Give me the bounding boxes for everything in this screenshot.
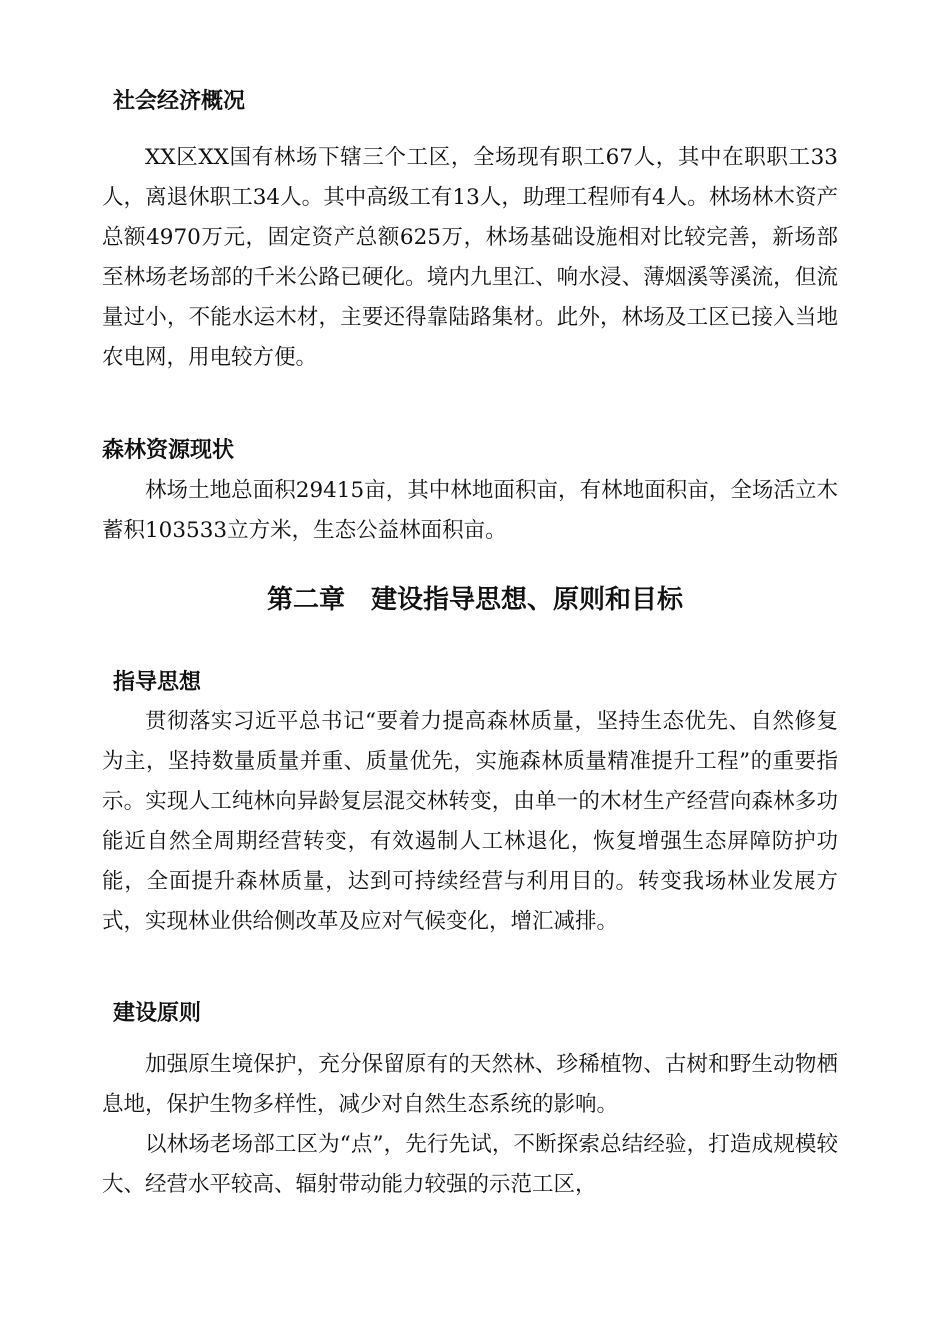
- paragraph-construction-principles-1: 加强原生境保护，充分保留原有的天然林、珍稀植物、古树和野生动物栖息地，保护生物多样性，减少对自然生态系统的影响。: [102, 1052, 838, 1117]
- paragraph-construction-principles-2: 以林场老场部工区为“点”，先行先试，不断探索总结经验，打造成规模较大、经营水平较高、辐射带动能力较强的示范工区，: [102, 1132, 838, 1197]
- heading-guiding-ideology: 指导思想: [113, 670, 202, 695]
- paragraph-forest-resources: 林场土地总面积29415亩，其中林地面积亩，有林地面积亩，全场活立木蓄积103533立方米，生态公益林面积亩。: [102, 478, 838, 543]
- heading-construction-principles: 建设原则: [113, 1001, 202, 1026]
- heading-forest-resources: 森林资源现状: [102, 438, 235, 463]
- chapter-title: 第二章 建设指导思想、原则和目标: [266, 585, 683, 615]
- paragraph-guiding-ideology: 贯彻落实习近平总书记“要着力提高森林质量，坚持生态优先、自然修复为主，坚持数量质量并重、质量优先，实施森林质量精准提升工程”的重要指示。实现人工纯林向异龄复层混交林转变，由单一的木材生产经营向森林多功能近自然全周期经营转变，有效遏制人工林退化，恢复增强生态屏障防护功能，全面提升森林质量，达到可持续经营与利用目的。转变我场林业发展方式，实现林业供给侧改革及应对气候变化，增汇减排。: [102, 709, 838, 934]
- heading-socio-economic: 社会经济概况: [113, 89, 246, 114]
- paragraph-socio-economic: XX区XX国有林场下辖三个工区，全场现有职工67人，其中在职职工33人，离退休职工34人。其中高级工有13人，助理工程师有4人。林场林木资产总额4970万元，固定资产总额625万，林场基础设施相对比较完善，新场部至林场老场部的千米公路已硬化。境内九里江、响水浸、薄烟溪等溪流，但流量过小，不能水运木材，主要还得靠陆路集材。此外，林场及工区已接入当地农电网，用电较方便。: [102, 145, 838, 370]
